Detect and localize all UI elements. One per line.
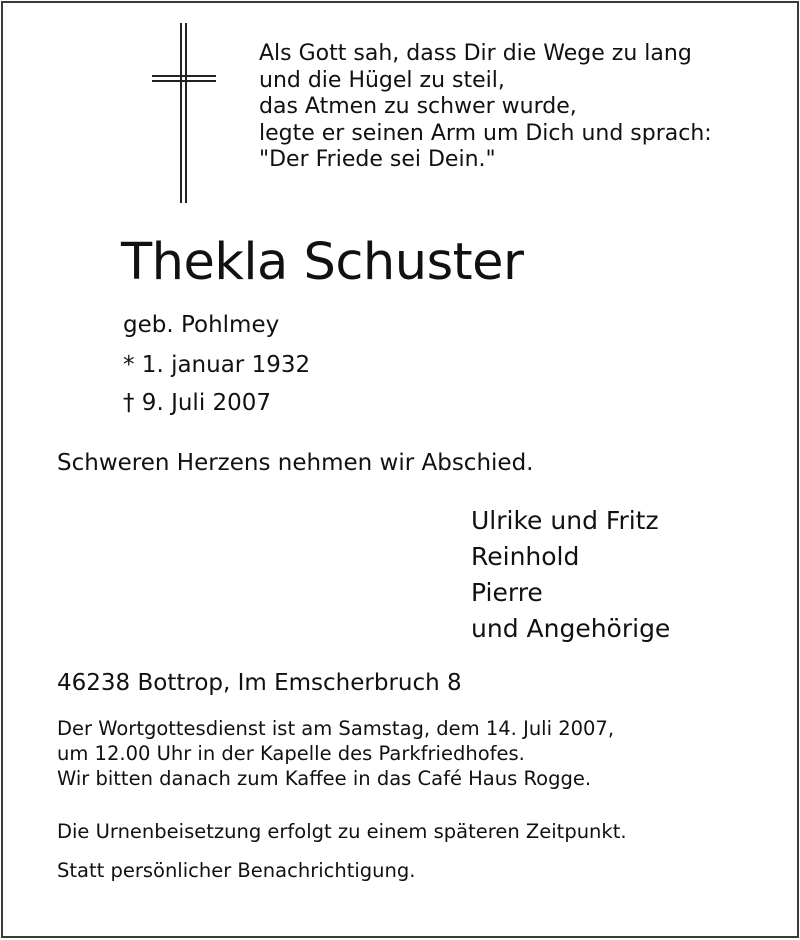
mourner-name: Ulrike und Fritz (471, 506, 659, 535)
urn-burial-notice: Die Urnenbeisetzung erfolgt zu einem späteren Zeitpunkt. (57, 820, 627, 843)
maiden-name: geb. Pohlmey (123, 312, 280, 338)
memorial-poem (259, 41, 779, 174)
cross-vertical-line (185, 23, 187, 203)
poem-line: Als Gott sah, dass Dir die Wege zu lang (259, 41, 692, 66)
poem-line: "Der Friede sei Dein." (259, 147, 496, 172)
obituary-notice (1, 1, 799, 938)
mourner-name: Reinhold (471, 542, 580, 571)
poem-line: das Atmen zu schwer wurde, (259, 94, 577, 119)
death-date: † 9. Juli 2007 (123, 390, 272, 416)
service-line: Wir bitten danach zum Kaffee in das Café Haus Rogge. (57, 767, 592, 790)
mourner-name: und Angehörige (471, 614, 671, 643)
cross-horizontal-line (152, 75, 216, 77)
poem-line: und die Hügel zu steil, (259, 67, 505, 93)
poem-line: legte er seinen Arm um Dich und sprach: (259, 120, 712, 146)
cross-horizontal-line (152, 80, 216, 82)
service-line: um 12.00 Uhr in der Kapelle des Parkfriedhofes. (57, 742, 525, 765)
service-details (57, 716, 614, 791)
family-address: 46238 Bottrop, Im Emscherbruch 8 (57, 670, 462, 696)
service-line: Der Wortgottesdienst ist am Samstag, dem 14. Juli 2007, (57, 717, 615, 740)
cross-vertical-line (180, 23, 182, 203)
mourners-list (471, 503, 670, 647)
deceased-name: Thekla Schuster (121, 233, 524, 292)
closing-note: Statt persönlicher Benachrichtigung. (57, 859, 416, 882)
farewell-text: Schweren Herzens nehmen wir Abschied. (57, 450, 534, 476)
mourner-name: Pierre (471, 578, 543, 607)
cross-icon (152, 23, 216, 203)
birth-date: * 1. januar 1932 (123, 352, 311, 378)
